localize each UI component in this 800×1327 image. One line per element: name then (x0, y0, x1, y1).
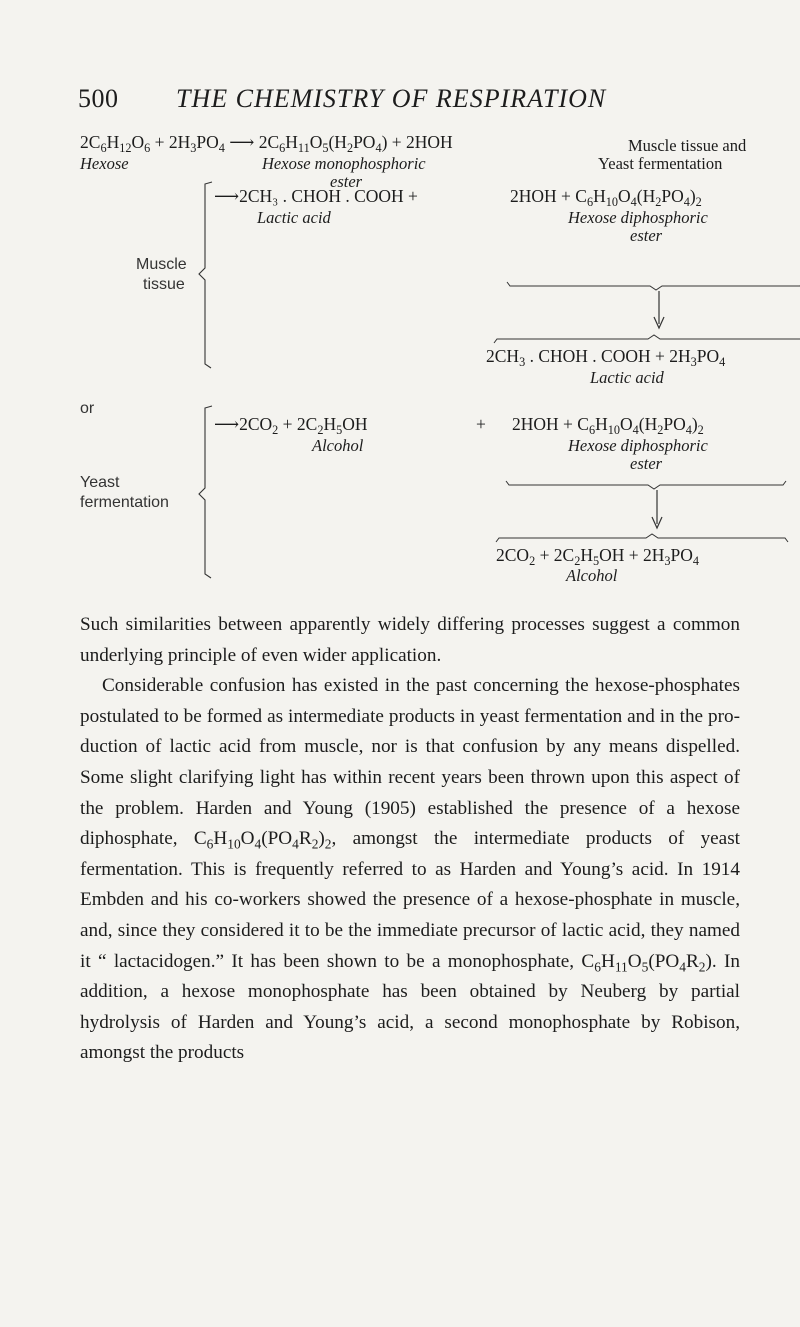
right-arrow: ⟶ (214, 186, 240, 206)
paragraph-2: Considerable confusion has existed in the past concerning the hexose-phosphates postulated to be formed as intermediate products in yeast fermentation and in the production of lactic acid from muscle, nor is that confusion by any means dispelled. Some slight clarifying light has within recent years been thrown upon this aspect of the problem. Harden and Young (1905) established the presence of a hexose diphosphate, $C_6H_{10}O_4(PO_4R_2)_2$, amongst the intermediate products of yeast fermentation. This is frequently referred to as Harden and Young’s acid. In 1914 Embden and his co-workers showed the presence of a hexose-phosphate in muscle, and, since they considered it to be the immediate precursor of lactic acid, they named it “ lactacidogen.” It has been shown to be a monophosphate, $C_6H_{11}O_5(PO_4R_2)$. In addition, a hexose monophosphate has been obtained by Neuberg by partial hydrolysis of Harden and Young’s acid, a second monophosphate by Robison, amongst the products (80, 675, 741, 1064)
yeast-plus: + (476, 414, 486, 434)
lactic-formula: ⟶2CH₃ . CHOH . COOH + (214, 186, 418, 206)
diphosphoric-label-ester: ester (630, 226, 663, 245)
result-alcohol-label: Alcohol (566, 566, 618, 585)
hexose-label: Hexose (80, 154, 129, 173)
body-text (80, 610, 740, 1069)
yeast-overbrace (496, 534, 788, 542)
muscle-brace (199, 182, 212, 368)
right-arrow: ⟶ (229, 132, 255, 152)
yeast-underbrace (506, 481, 786, 489)
side-note-line2: Yeast fermentation (598, 154, 723, 173)
right-arrow: ⟶ (214, 414, 240, 434)
muscle-brace-label-1: Muscle (136, 256, 187, 273)
yeast-brace-label-2: fermentation (80, 494, 169, 511)
yeast-result: $2CO_2 + 2C_2H_5OH + 2H_3PO_4$ (496, 545, 700, 568)
page-number: 500 (78, 84, 119, 113)
muscle-underbrace (507, 282, 800, 290)
side-note-line1: Muscle tissue and (628, 136, 747, 155)
or-label: or (80, 400, 95, 417)
muscle-brace-label-2: tissue (143, 276, 185, 293)
muscle-overbrace (494, 335, 800, 343)
running-title: THE CHEMISTRY OF RESPIRATION (176, 84, 607, 113)
result-lactic-label: Lactic acid (590, 368, 664, 387)
monophosphoric-label-ester: ester (330, 172, 363, 191)
muscle-result: $2CH_3$ . CHOH . COOH + $2H_3PO_4$ (486, 346, 726, 369)
lactic-acid-label: Lactic acid (257, 208, 331, 227)
yeast-diphosphate: $2HOH + C_6H_{10}O_4(H_2PO_4)_2$ (512, 414, 704, 437)
yeast-brace (199, 406, 212, 578)
diphosphoric-label: Hexose diphosphoric (568, 208, 708, 227)
hexose-equation: $2C_6H_{12}O_6 + 2H_3PO_4$ ⟶ $2C_6H_{11}O_5(H_2PO_4) + 2HOH$ (80, 132, 453, 155)
yeast-diphosphoric-label: Hexose diphosphoric (568, 436, 708, 455)
alcohol-label: Alcohol (312, 436, 364, 455)
yeast-brace-label-1: Yeast (80, 474, 120, 491)
muscle-diphosphate: $2HOH + C_6H_{10}O_4(H_2PO_4)_2$ (510, 186, 702, 209)
monophosphoric-label: Hexose monophosphoric (262, 154, 426, 173)
yeast-diphosphoric-label-ester: ester (630, 454, 663, 473)
paragraph-1: Such similarities between apparently widely differing processes suggest a common underlying principle of even wider application. (80, 614, 740, 666)
alcohol-formula: $⟶2CO_2 + 2C_2H_5OH$ (214, 414, 368, 437)
